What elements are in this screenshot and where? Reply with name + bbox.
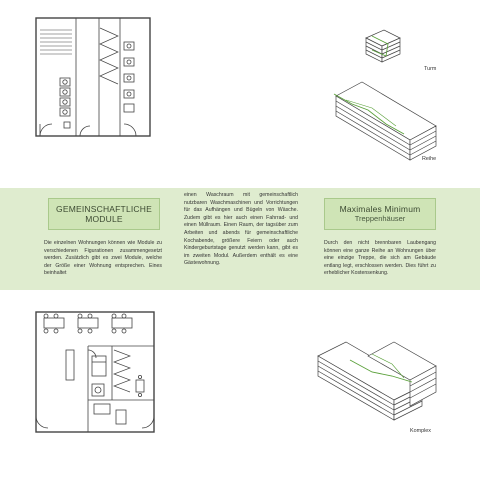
- caption-komplex: Komplex: [410, 428, 431, 434]
- section1-title-line1: GEMEINSCHAFTLICHE: [56, 204, 152, 214]
- caption-turm: Turm: [424, 66, 437, 72]
- section2-title: Maximales Minimum: [339, 204, 421, 214]
- section2-subtitle: Treppenhäuser: [354, 214, 406, 223]
- section1-paragraph: Die einzelnen Wohnungen können wie Module zu verschiedenen Figurationen zusammengesetzt werden. Zusätzlich gibt es zwei Module, welche der Größe einer Wohnung entsprechen. Eines beinhaltet: [44, 240, 162, 277]
- section2-paragraph: Durch den nicht brennbaren Laubengang können eine ganze Reihe an Wohnungen über eine einzige Treppe, die sich am Gebäude entlang legt, erschlossen werden. Dies führt zu erheblicher Kostensenkung.: [324, 240, 436, 277]
- middle-paragraph: einen Waschraum mit gemeinschaftlich nutzbaren Waschmaschinen und Vorrichtungen für das Aufhängen und Bügeln von Wäsche. Zudem gibt es hier auch einen Fahrrad- und einen Müllraum. Einen Raum, der tagsüber zum Arbeiten und abends für gemeinschaftliche Kochabende, größere Feiern oder auch Kindergeburtstage genutzt werden kann, gibt es im zweiten Modul. Außerdem enthält es eine Gästewohnung.: [184, 192, 298, 267]
- caption-reihe: Reihe: [422, 156, 437, 162]
- section1-title-line2: MODULE: [85, 214, 123, 224]
